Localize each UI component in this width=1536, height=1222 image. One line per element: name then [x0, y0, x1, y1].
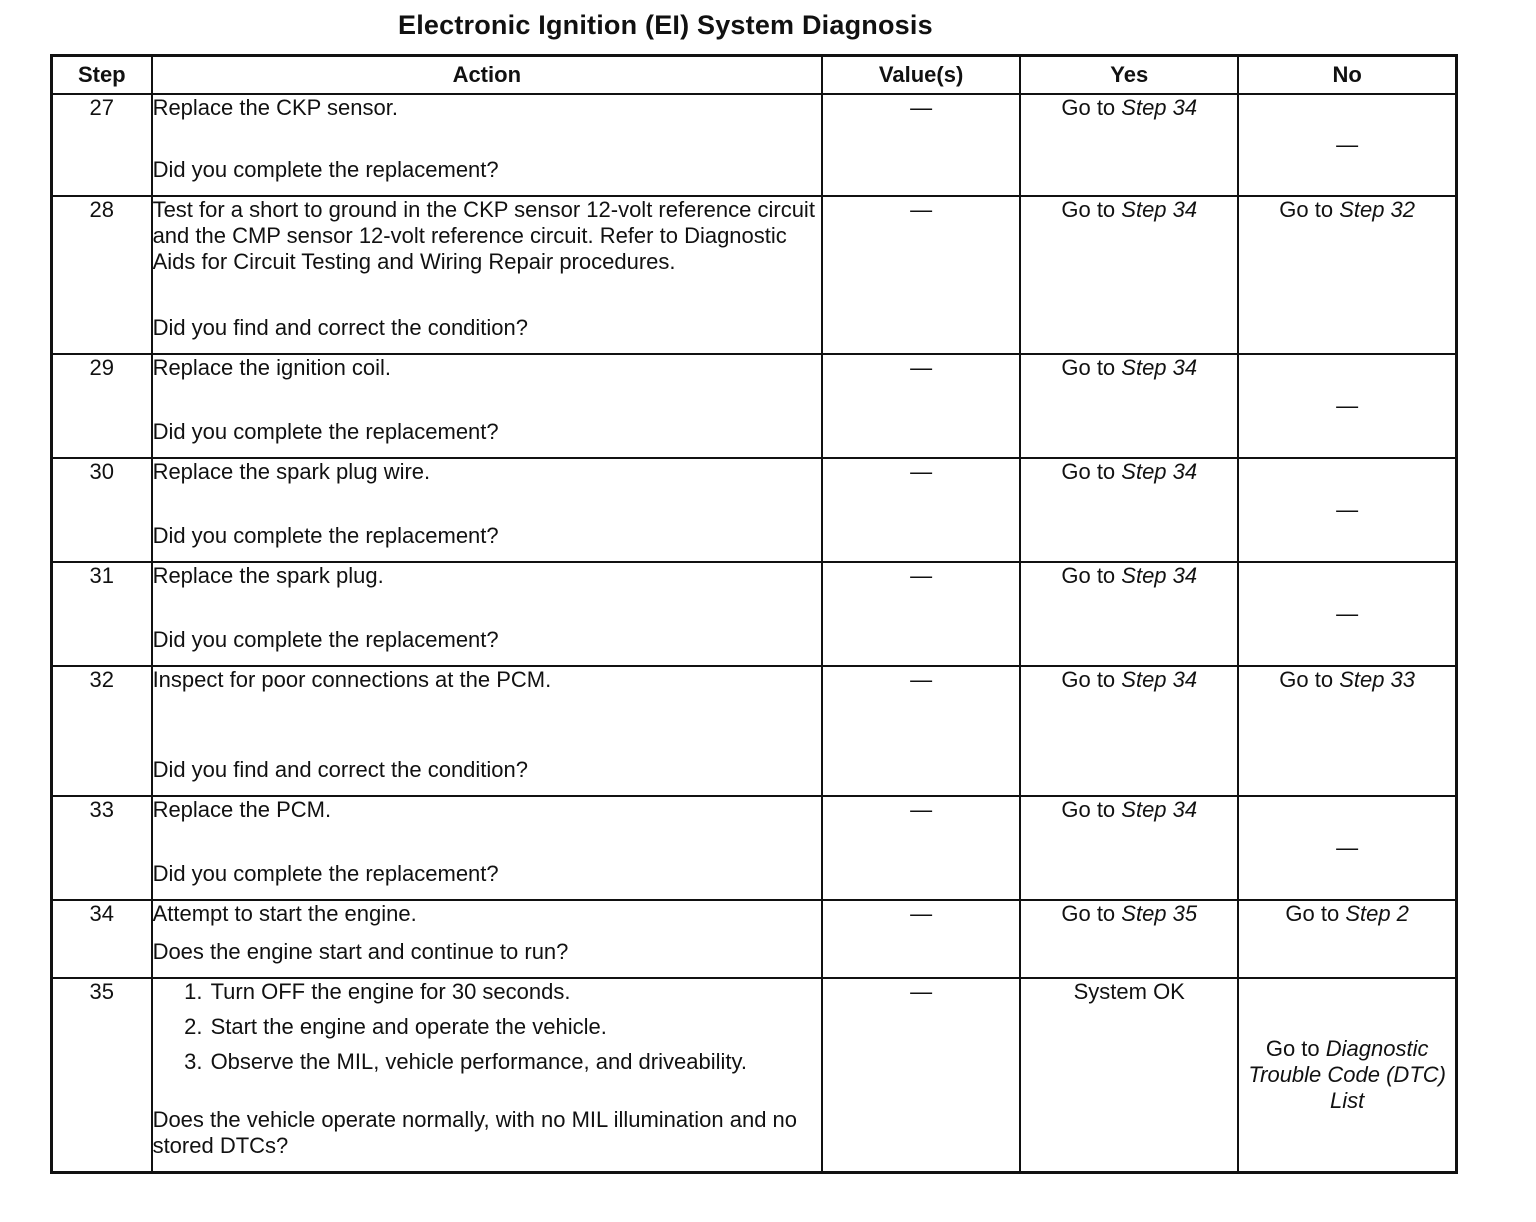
yes-text: System OK	[1073, 979, 1185, 1004]
action-question: Did you complete the replacement?	[152, 157, 499, 182]
no-goto-prefix: Go to	[1265, 1035, 1326, 1061]
no-cell	[1238, 196, 1456, 354]
header-yes: Yes	[1020, 56, 1238, 95]
header-step: Step	[52, 56, 152, 95]
no-text: —	[1336, 497, 1359, 522]
yes-goto-prefix: Go to	[1061, 563, 1122, 588]
no-goto-target: Diagnostic Trouble Code (DTC) List	[1248, 1035, 1446, 1113]
yes-cell	[1020, 900, 1238, 978]
table-row	[52, 458, 1457, 562]
action-cell	[152, 458, 822, 562]
diagnosis-table	[50, 54, 1458, 1174]
no-goto-target: Step 33	[1339, 667, 1416, 692]
yes-cell	[1020, 666, 1238, 796]
action-question: Did you complete the replacement?	[152, 419, 499, 444]
yes-cell	[1020, 458, 1238, 562]
no-goto-prefix: Go to	[1279, 667, 1340, 692]
action-instruction: Replace the spark plug.	[152, 563, 384, 588]
action-question: Does the vehicle operate normally, with no MIL illumination and no stored DTCs?	[152, 1107, 798, 1158]
yes-goto-prefix: Go to	[1061, 459, 1122, 484]
action-content	[153, 979, 821, 1159]
yes-goto-target: Step 34	[1121, 197, 1198, 222]
yes-goto-prefix: Go to	[1061, 667, 1122, 692]
yes-cell	[1020, 562, 1238, 666]
no-cell	[1238, 978, 1456, 1172]
table-row	[52, 900, 1457, 978]
action-instructions	[153, 797, 821, 823]
no-text: —	[1336, 132, 1359, 157]
yes-cell	[1020, 354, 1238, 458]
action-question: Did you complete the replacement?	[152, 627, 499, 652]
action-step-item: 2. Start the engine and operate the vehicle.	[209, 1014, 821, 1040]
value-cell: —	[822, 94, 1020, 196]
step-number: 28	[52, 196, 152, 354]
no-goto-prefix: Go to	[1285, 901, 1346, 926]
no-text: —	[1336, 393, 1359, 418]
no-cell	[1238, 458, 1456, 562]
header-row	[52, 56, 1457, 95]
action-content	[153, 355, 821, 445]
no-goto-target: Step 32	[1339, 197, 1416, 222]
value-cell: —	[822, 354, 1020, 458]
step-number: 29	[52, 354, 152, 458]
action-instruction: Inspect for poor connections at the PCM.	[152, 667, 552, 692]
action-instruction: Replace the PCM.	[152, 797, 332, 822]
yes-goto-prefix: Go to	[1061, 901, 1122, 926]
yes-goto-target: Step 34	[1121, 95, 1198, 120]
value-cell: —	[822, 666, 1020, 796]
no-cell	[1238, 666, 1456, 796]
yes-goto-target: Step 34	[1121, 797, 1198, 822]
action-instruction: Replace the ignition coil.	[152, 355, 392, 380]
header-values: Value(s)	[822, 56, 1020, 95]
action-instructions	[153, 667, 821, 693]
action-instructions	[153, 979, 821, 1084]
step-number: 31	[52, 562, 152, 666]
action-instructions	[153, 563, 821, 589]
table-row	[52, 666, 1457, 796]
action-cell	[152, 978, 822, 1172]
yes-goto-prefix: Go to	[1061, 197, 1122, 222]
yes-cell	[1020, 94, 1238, 196]
step-number: 30	[52, 458, 152, 562]
action-instruction: Replace the spark plug wire.	[152, 459, 431, 484]
action-instruction: Test for a short to ground in the CKP sensor 12-volt reference circuit and the CMP sensor 12-volt reference circuit. Refer to Diagnostic Aids for Circuit Testing and Wiring Repair procedures.	[152, 197, 815, 274]
table-row	[52, 978, 1457, 1172]
yes-goto-target: Step 34	[1121, 459, 1198, 484]
value-cell: —	[822, 796, 1020, 900]
action-content	[153, 797, 821, 887]
table-row	[52, 196, 1457, 354]
no-goto-target: Step 2	[1345, 901, 1409, 926]
action-cell	[152, 796, 822, 900]
yes-cell	[1020, 796, 1238, 900]
no-cell	[1238, 562, 1456, 666]
action-instructions	[153, 459, 821, 485]
action-step-item: 1. Turn OFF the engine for 30 seconds.	[209, 979, 821, 1005]
yes-goto-prefix: Go to	[1061, 95, 1122, 120]
action-cell	[152, 196, 822, 354]
action-question: Did you find and correct the condition?	[152, 315, 529, 340]
no-cell	[1238, 94, 1456, 196]
yes-goto-target: Step 34	[1121, 563, 1198, 588]
yes-goto-target: Step 34	[1121, 667, 1198, 692]
action-question: Does the engine start and continue to run?	[152, 939, 569, 964]
step-number: 34	[52, 900, 152, 978]
no-goto-prefix: Go to	[1279, 197, 1340, 222]
table-row	[52, 354, 1457, 458]
action-cell	[152, 562, 822, 666]
header-action: Action	[152, 56, 822, 95]
action-content	[153, 667, 821, 783]
action-step-item: 3. Observe the MIL, vehicle performance, and driveability.	[209, 1049, 821, 1075]
yes-goto-prefix: Go to	[1061, 797, 1122, 822]
action-steps-list	[153, 979, 821, 1075]
value-cell: —	[822, 978, 1020, 1172]
no-cell	[1238, 354, 1456, 458]
step-number: 27	[52, 94, 152, 196]
action-instructions	[153, 901, 821, 927]
value-cell: —	[822, 196, 1020, 354]
yes-goto-target: Step 34	[1121, 355, 1198, 380]
page-title: Electronic Ignition (EI) System Diagnosis	[398, 10, 933, 40]
action-content	[153, 197, 821, 341]
action-content	[153, 901, 821, 965]
no-text: —	[1336, 601, 1359, 626]
no-cell	[1238, 796, 1456, 900]
step-number: 32	[52, 666, 152, 796]
value-cell: —	[822, 562, 1020, 666]
no-cell	[1238, 900, 1456, 978]
action-cell	[152, 666, 822, 796]
yes-goto-target: Step 35	[1121, 901, 1198, 926]
action-instructions	[153, 355, 821, 381]
yes-goto-prefix: Go to	[1061, 355, 1122, 380]
table-row	[52, 796, 1457, 900]
table-row	[52, 94, 1457, 196]
no-text: —	[1336, 835, 1359, 860]
header-no: No	[1238, 56, 1456, 95]
action-content	[153, 459, 821, 549]
action-content	[153, 563, 821, 653]
action-cell	[152, 354, 822, 458]
step-number: 35	[52, 978, 152, 1172]
yes-cell	[1020, 978, 1238, 1172]
action-question: Did you complete the replacement?	[152, 523, 499, 548]
action-question: Did you find and correct the condition?	[152, 757, 529, 782]
action-instructions	[153, 95, 821, 121]
table-row	[52, 562, 1457, 666]
yes-cell	[1020, 196, 1238, 354]
action-content	[153, 95, 821, 183]
value-cell: —	[822, 458, 1020, 562]
action-instruction: Attempt to start the engine.	[152, 901, 417, 926]
value-cell: —	[822, 900, 1020, 978]
action-cell	[152, 900, 822, 978]
action-question: Did you complete the replacement?	[152, 861, 499, 886]
action-instruction: Replace the CKP sensor.	[152, 95, 398, 120]
step-number: 33	[52, 796, 152, 900]
action-cell	[152, 94, 822, 196]
action-instructions	[153, 197, 821, 275]
